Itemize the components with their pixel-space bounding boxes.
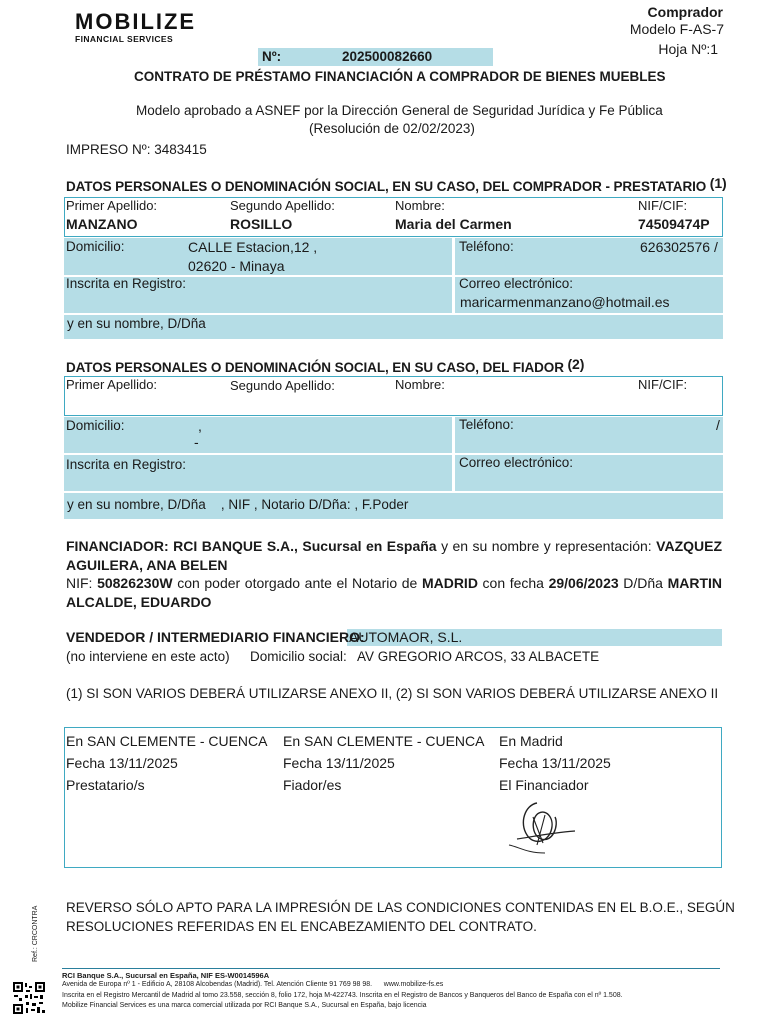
guarantor-address-label: Domicilio: [66, 418, 125, 433]
guarantor-address-dash: - [194, 434, 199, 450]
buyer-first-surname: MANZANO [66, 216, 138, 232]
buyer-first-surname-label: Primer Apellido: [66, 198, 158, 213]
model-label: Modelo F-AS-7 [629, 21, 724, 37]
guarantor-name-row [64, 376, 723, 416]
buyer-heading-text: DATOS PERSONALES O DENOMINACIÓN SOCIAL, EN SU CASO, DEL COMPRADOR - PRESTATARIO [66, 179, 707, 194]
side-reference: Ref.: CRCONTRA [32, 905, 39, 962]
financier-date-text: con fecha [482, 575, 544, 591]
contract-title: CONTRATO DE PRÉSTAMO FINANCIACIÓN A COMPRADOR DE BIENES MUEBLES [134, 69, 666, 84]
buyer-second-surname: ROSILLO [230, 216, 293, 232]
guarantor-address-comma: , [198, 418, 202, 434]
financier-notary-name-2: ALCALDE, EDUARDO [66, 594, 212, 610]
footer-line-3: Inscrita en el Registro Mercantil de Madrid al tomo 23.558, sección 8, folio 172, hoja M-422743. Inscrita en el Registro de Bancos y Banqueros del Banco de España con el nº 1.508. [62, 992, 623, 999]
approval-line-2: (Resolución de 02/02/2023) [309, 121, 475, 136]
borrower-sign-role: Prestatario/s [66, 777, 145, 793]
logo [75, 10, 196, 44]
guarantor-sign-date: Fecha 13/11/2025 [283, 755, 395, 771]
guarantor-phone-slash: / [716, 417, 720, 433]
borrower-sign-place: En SAN CLEMENTE - CUENCA [66, 733, 268, 749]
guarantor-sign-place: En SAN CLEMENTE - CUENCA [283, 733, 485, 749]
guarantor-behalf-label: y en su nombre, D/Dña , NIF , Notario D/Dña: , F.Poder [67, 497, 409, 512]
sheet-label: Hoja Nº:1 [658, 41, 718, 57]
guarantor-sign-role: Fiador/es [283, 777, 342, 793]
guarantor-heading-text: DATOS PERSONALES O DENOMINACIÓN SOCIAL, EN SU CASO, DEL FIADOR [66, 360, 564, 375]
buyer-behalf-label: y en su nombre, D/Dña [67, 316, 206, 331]
footer-line-4: Mobilize Financial Services es una marca comercial utilizada por RCI Banque S.A., Sucursal en España, bajo licencia [62, 1002, 427, 1009]
logo-subtext: FINANCIAL SERVICES [75, 34, 174, 44]
financier-dna: D/Dña [623, 575, 663, 591]
signature-col-guarantor [283, 730, 484, 796]
financier-nif-label: NIF: [66, 575, 93, 591]
seller-note: (no interviene en este acto) [66, 649, 230, 664]
buyer-section-heading [66, 175, 727, 194]
financier-rep-text: y en su nombre y representación: [441, 538, 652, 554]
guarantor-section-heading [66, 356, 585, 375]
guarantor-first-surname-label: Primer Apellido: [66, 377, 158, 392]
qr-code-icon [12, 981, 46, 1015]
financier-sign-role: El Financiador [499, 777, 589, 793]
financier-label: FINANCIADOR: [66, 538, 169, 554]
buyer-address-label: Domicilio: [66, 239, 125, 254]
financier-notary-name-1: MARTIN [667, 575, 723, 591]
buyer-heading-note: (1) [709, 175, 727, 191]
financier-notary-city: MADRID [421, 575, 478, 591]
buyer-name-label: Nombre: [395, 198, 445, 213]
financier-paragraph [66, 537, 722, 575]
financier-company: RCI BANQUE S.A., Sucursal en España [173, 538, 437, 554]
signature-col-financier [499, 730, 611, 796]
guarantor-second-surname-label: Segundo Apellido: [230, 378, 335, 393]
financier-sign-place: En Madrid [499, 733, 563, 749]
buyer-phone-label: Teléfono: [459, 239, 514, 254]
guarantor-phone-label: Teléfono: [459, 417, 514, 432]
borrower-sign-date: Fecha 13/11/2025 [66, 755, 178, 771]
buyer-nif: 74509474P [638, 216, 710, 232]
buyer-registry-label: Inscrita en Registro: [66, 276, 187, 291]
guarantor-registry-label: Inscrita en Registro: [66, 457, 187, 472]
reverse-note-line-2: RESOLUCIONES REFERIDAS EN EL ENCABEZAMIENTO DEL CONTRATO. [66, 919, 537, 934]
financier-rep-name-2: AGUILERA, ANA BELEN [66, 557, 228, 573]
buyer-nif-label: NIF/CIF: [638, 198, 688, 213]
buyer-address-line-2: 02620 - Minaya [188, 258, 285, 274]
financier-power-text: con poder otorgado ante el Notario de [177, 575, 418, 591]
approval-line-1: Modelo aprobado a ASNEF por la Dirección General de Seguridad Jurídica y Fe Pública [136, 103, 663, 118]
printed-number: IMPRESO Nº: 3483415 [66, 142, 207, 157]
financier-nif: 50826230W [97, 575, 173, 591]
footer-line-2: Avenida de Europa nº 1 - Edificio A, 28108 Alcobendas (Madrid). Tel. Atención Cliente 91 769 98 98. www.mobilize-fs.es [62, 981, 444, 988]
logo-text: MOBILIZE [75, 9, 197, 34]
financier-rep-name-1: VAZQUEZ [656, 538, 723, 554]
buyer-email: maricarmenmanzano@hotmail.es [460, 294, 670, 310]
annex-note: (1) SI SON VARIOS DEBERÁ UTILIZARSE ANEXO II, (2) SI SON VARIOS DEBERÁ UTILIZARSE ANEXO II [66, 686, 719, 701]
guarantor-email-label: Correo electrónico: [459, 455, 574, 470]
guarantor-heading-note: (2) [567, 356, 585, 372]
seller-address: AV GREGORIO ARCOS, 33 ALBACETE [357, 649, 600, 664]
contract-number-label: Nº: [262, 49, 282, 64]
buyer-second-surname-label: Segundo Apellido: [230, 198, 335, 213]
copy-label: Comprador [647, 4, 723, 20]
buyer-phone: 626302576 / [640, 239, 718, 255]
financier-sign-date: Fecha 13/11/2025 [499, 755, 611, 771]
buyer-name-row [64, 197, 723, 237]
financier-power-paragraph [66, 574, 722, 612]
guarantor-nif-label: NIF/CIF: [638, 377, 688, 392]
guarantor-name-label: Nombre: [395, 377, 445, 392]
buyer-name: Maria del Carmen [395, 216, 512, 232]
buyer-email-label: Correo electrónico: [459, 276, 574, 291]
seller-address-label: Domicilio social: [250, 649, 347, 664]
reverse-note-line-1: REVERSO SÓLO APTO PARA LA IMPRESIÓN DE LAS CONDICIONES CONTENIDAS EN EL B.O.E., SEGÚN [66, 900, 735, 915]
buyer-address-line-1: CALLE Estacion,12 , [188, 239, 318, 255]
footer-rule [62, 968, 720, 969]
financier-signature [497, 795, 587, 860]
financier-date: 29/06/2023 [548, 575, 619, 591]
seller-label: VENDEDOR / INTERMEDIARIO FINANCIERO: [66, 629, 365, 645]
contract-number-value: 202500082660 [342, 49, 433, 64]
footer-line-1: RCI Banque S.A., Sucursal en España, NIF ES-W0014596A [62, 971, 270, 980]
seller-name: AUTOMAOR, S.L. [349, 629, 463, 645]
signature-col-borrower [66, 730, 267, 796]
